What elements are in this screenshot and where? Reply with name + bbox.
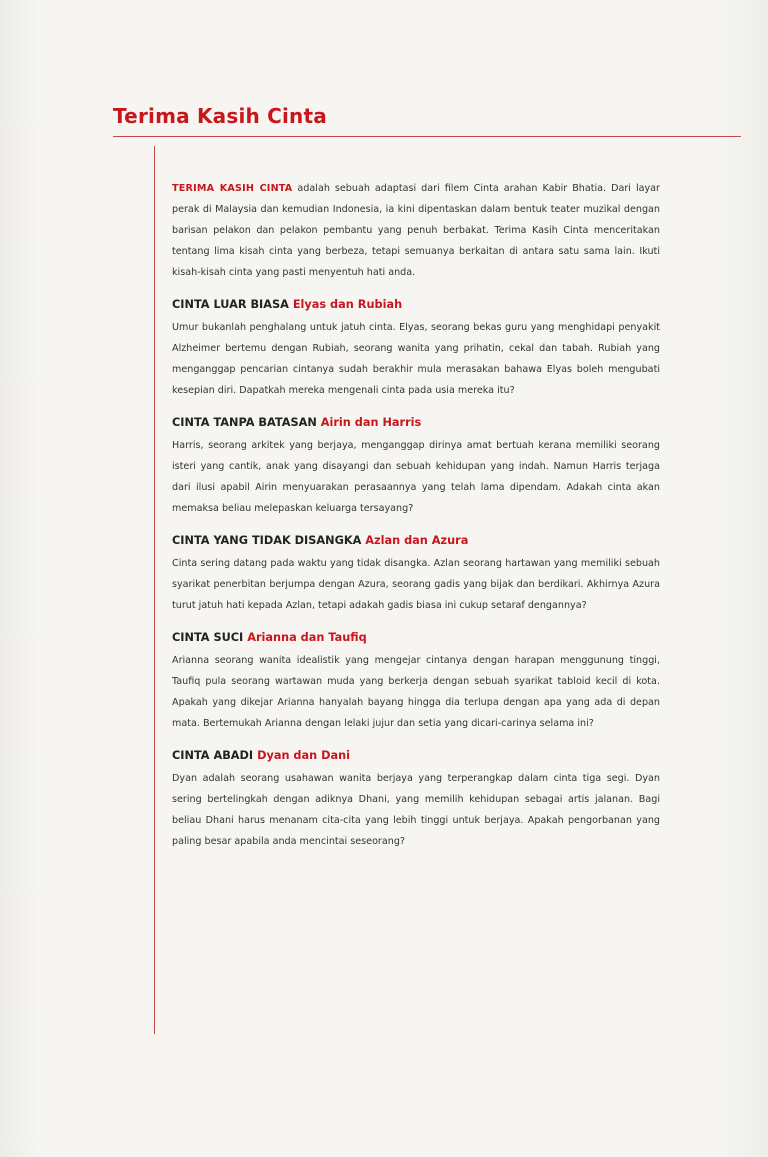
story-description: Umur bukanlah penghalang untuk jatuh cinta. Elyas, seorang bekas guru yang menghidapi penyakit Alzheimer bertemu dengan Rubiah, seorang wanita yang prihatin, cekal dan tabah. Rubiah yang menganggap pencarian cintanya sudah berakhir mula merasakan bahawa Elyas boleh mengubati kesepian diri. Dapatkah mereka mengenali cinta pada usia mereka itu?: [172, 322, 660, 396]
story-characters: Arianna dan Taufiq: [247, 631, 367, 644]
story-description: Cinta sering datang pada waktu yang tidak disangka. Azlan seorang hartawan yang memiliki sebuah syarikat penerbitan berjumpa dengan Azura, seorang gadis yang bijak dan berdikari. Akhirnya Azura turut jatuh hati kepada Azlan, tetapi adakah gadis biasa ini cukup setaraf dengannya?: [172, 558, 660, 611]
story-section: [172, 746, 660, 852]
story-description: Dyan adalah seorang usahawan wanita berjaya yang terperangkap dalam cinta tiga segi. Dyan sering bertelingkah dengan adiknya Dhani, yang memilih kehidupan sebagai artis jalanan. Bagi beliau Dhani harus menanam cita-cita yang lebih tinggi untuk berjaya. Apakah pengorbanan yang paling besar apabila anda mencintai seseorang?: [172, 773, 660, 847]
story-characters: Airin dan Harris: [320, 416, 422, 429]
story-description: Harris, seorang arkitek yang berjaya, menganggap dirinya amat bertuah kerana memiliki seorang isteri yang cantik, anak yang disayangi dan sebuah kehidupan yang indah. Namun Harris terjaga dari ilusi apabil Airin menyuarakan perasaannya yang telah lama dipendam. Adakah cinta akan memaksa beliau melepaskan keluarga tersayang?: [172, 440, 660, 514]
story-heading: [172, 295, 660, 315]
story-section: [172, 295, 660, 401]
story-title: CINTA ABADI: [172, 749, 254, 762]
intro-lead: TERIMA KASIH CINTA: [172, 183, 293, 194]
story-section: [172, 531, 660, 616]
page-title: Terima Kasih Cinta: [113, 104, 327, 128]
story-heading: [172, 531, 660, 551]
story-characters: Elyas dan Rubiah: [292, 298, 403, 311]
story-characters: Azlan dan Azura: [365, 534, 469, 547]
title-divider: [113, 136, 741, 137]
side-rule: [154, 146, 155, 1034]
article-body: [172, 178, 660, 864]
intro-text: adalah sebuah adaptasi dari filem Cinta arahan Kabir Bhatia. Dari layar perak di Malaysia dan kemudian Indonesia, ia kini dipentaskan dalam bentuk teater muzikal dengan barisan pelakon dan pelakon pembantu yang penuh berbakat. Terima Kasih Cinta menceritakan tentang lima kisah cinta yang berbeza, tetapi semuanya berkaitan di antara satu sama lain. Ikuti kisah-kisah cinta yang pasti menyentuh hati anda.: [172, 183, 661, 278]
story-title: CINTA SUCI: [172, 631, 244, 644]
story-section: [172, 413, 660, 519]
story-section: [172, 628, 660, 734]
story-title: CINTA TANPA BATASAN: [172, 416, 317, 429]
story-heading: [172, 628, 660, 648]
story-title: CINTA LUAR BIASA: [172, 298, 289, 311]
story-heading: [172, 746, 660, 766]
intro-paragraph: [172, 178, 660, 283]
story-characters: Dyan dan Dani: [257, 749, 351, 762]
story-title: CINTA YANG TIDAK DISANGKA: [172, 534, 362, 547]
story-heading: [172, 413, 660, 433]
story-description: Arianna seorang wanita idealistik yang mengejar cintanya dengan harapan menggunung tinggi, Taufiq pula seorang wartawan muda yang berkerja dengan sebuah syarikat tabloid kecil di kota. Apakah yang dikejar Arianna hanyalah bayang hingga dia terlupa dengan apa yang ada di depan mata. Bertemukah Arianna dengan lelaki jujur dan setia yang dicari-carinya selama ini?: [172, 655, 660, 729]
